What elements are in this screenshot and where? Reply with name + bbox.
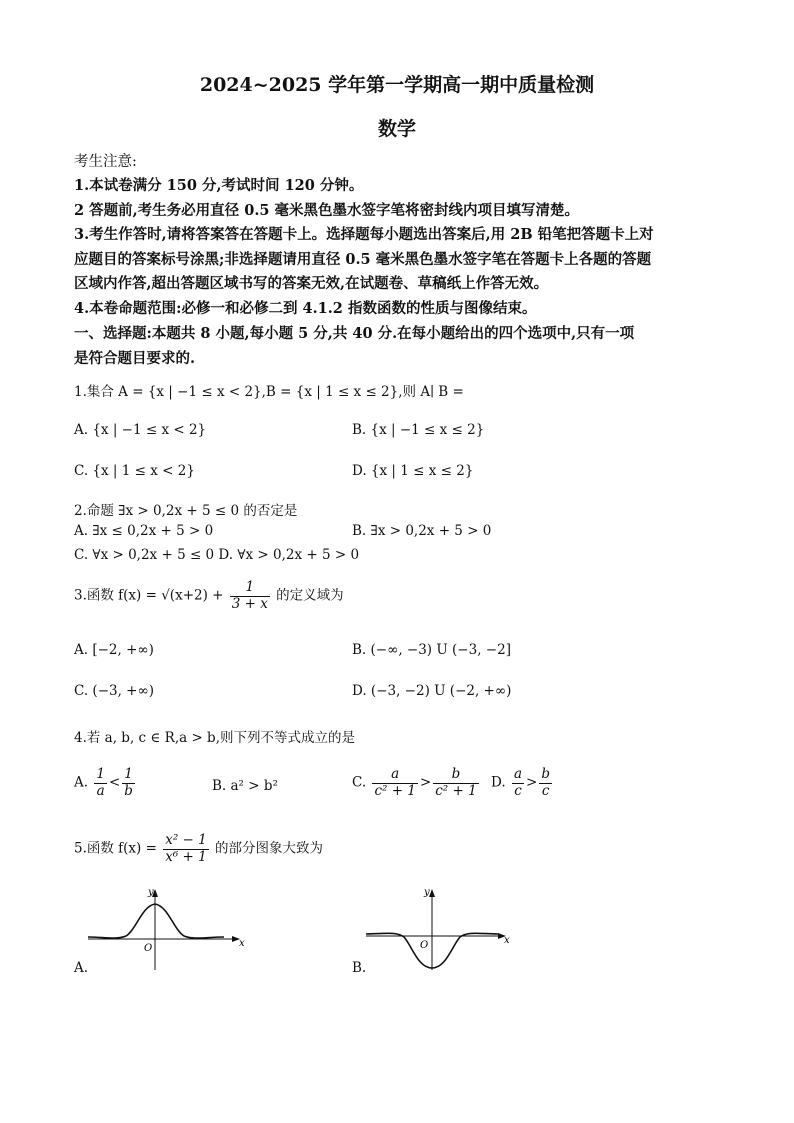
q4-c-operator: >: [419, 774, 432, 791]
q4-c-right-fraction: [433, 767, 478, 799]
q1-option-a: A. {x | −1 ≤ x < 2}: [74, 422, 207, 438]
q4-d-operator: >: [526, 774, 538, 791]
q3-fraction-denominator: 3 + x: [231, 595, 268, 612]
q4-a-left-numerator: 1: [96, 766, 105, 782]
q3-option-c: C. (−3, +∞): [74, 683, 155, 699]
q4-option-b: B. a² > b²: [212, 778, 278, 794]
q4-c-right-numerator: b: [433, 767, 478, 784]
q4-a-right-denominator: b: [124, 782, 133, 799]
q5-fraction: [163, 833, 209, 865]
q5-fraction-denominator: x⁶ + 1: [165, 848, 207, 865]
q4-option-a-label: A.: [74, 774, 89, 791]
q2-stem: 2.命题 ∃x > 0,2x + 5 ≤ 0 的否定是: [74, 503, 298, 519]
q5-graph-a: [84, 884, 254, 976]
q5-fraction-numerator: x² − 1: [165, 832, 207, 848]
q4-d-right-fraction: [539, 767, 552, 799]
q1-stem: 1.集合 A = {x | −1 ≤ x < 2},B = {x | 1 ≤ x ≤ 2},则 A∣ B =: [74, 384, 464, 400]
notice-item-2: 2 答题前,考生务必用直径 0.5 毫米黑色墨水签字笔将密封线内项目填写清楚。: [74, 202, 580, 219]
section-heading-line-1: 一、选择题:本题共 8 小题,每小题 5 分,共 40 分.在每小题给出的四个选项中,只有一项: [74, 325, 635, 342]
q4-d-left-numerator: a: [513, 766, 522, 782]
q5-stem-pre: 5.函数 f(x) =: [74, 840, 157, 857]
notice-item-4: 4.本卷命题范围:必修一和必修二到 4.1.2 指数函数的性质与图像结束。: [74, 300, 537, 317]
subject-title: 数学: [377, 118, 416, 140]
q4-a-right-numerator: 1: [122, 767, 135, 784]
notice-item-3-line-3: 区域内作答,超出答题区域书写的答案无效,在试题卷、草稿纸上作答无效。: [74, 275, 549, 292]
q4-option-a: [74, 767, 137, 799]
q4-d-right-denominator: c: [541, 782, 550, 799]
notice-item-3-line-2: 应题目的答案标号涂黑;非选择题请用直径 0.5 毫米黑色墨水签字笔在答题卡上各题的答题: [74, 251, 652, 268]
notice-item-1: 1.本试卷满分 150 分,考试时间 120 分钟。: [74, 177, 364, 194]
q4-c-left-numerator: a: [372, 767, 417, 784]
q3-option-b: B. (−∞, −3) U (−3, −2]: [352, 642, 511, 658]
q4-a-left-denominator: a: [96, 782, 105, 799]
q2-options-c-d: C. ∀x > 0,2x + 5 ≤ 0 D. ∀x > 0,2x + 5 > 0: [74, 547, 360, 563]
q3-fraction: [230, 580, 270, 612]
q2-option-b: B. ∃x > 0,2x + 5 > 0: [352, 523, 492, 539]
q3-fraction-numerator: 1: [230, 580, 270, 597]
q5-stem-post: 的部分图象大致为: [215, 840, 324, 857]
q4-a-right-fraction: [122, 767, 135, 799]
q3-stem-pre: 3.函数 f(x) = √(x+2) +: [74, 587, 224, 604]
q4-option-c-label: C.: [352, 774, 367, 791]
q4-a-left-fraction: [94, 767, 107, 799]
q1-option-b: B. {x | −1 ≤ x ≤ 2}: [352, 422, 485, 438]
q5-option-a-label: A.: [74, 960, 89, 976]
q5-stem: [74, 833, 323, 865]
q4-d-left-denominator: c: [514, 782, 522, 799]
y-axis-arrow-icon: [429, 889, 435, 897]
graph-a-origin-label: O: [144, 943, 153, 954]
q1-option-d: D. {x | 1 ≤ x ≤ 2}: [352, 463, 474, 479]
notice-item-3-line-1: 3.考生作答时,请将答案答在答题卡上。选择题每小题选出答案后,用 2B 铅笔把答题卡上对: [74, 226, 654, 243]
q2-option-a: A. ∃x ≤ 0,2x + 5 > 0: [74, 523, 214, 539]
notice-heading: 考生注意:: [74, 154, 137, 170]
graph-a-y-label: y: [148, 887, 154, 898]
graph-a-x-label: x: [239, 938, 245, 949]
q3-stem-post: 的定义域为: [276, 587, 344, 604]
q4-d-left-fraction: [512, 767, 524, 799]
q4-c-right-denominator: c² + 1: [435, 782, 477, 799]
q3-option-a: A. [−2, +∞): [74, 642, 154, 658]
q4-d-right-numerator: b: [541, 766, 550, 782]
q4-option-d-label: D.: [491, 774, 506, 791]
q3-option-d: D. (−3, −2) U (−2, +∞): [352, 683, 512, 699]
q4-a-operator: <: [108, 774, 121, 791]
q4-stem: 4.若 a, b, c ∈ R,a > b,则下列不等式成立的是: [74, 730, 355, 746]
graph-b-x-label: x: [504, 935, 510, 946]
graph-a-curve: [88, 904, 224, 938]
q3-stem: [74, 580, 344, 612]
q5-option-b-label: B.: [352, 960, 367, 976]
graph-b-y-label: y: [424, 887, 430, 898]
graph-b-origin-label: O: [420, 940, 429, 951]
q4-c-left-denominator: c² + 1: [374, 782, 416, 799]
q4-option-d: [491, 767, 554, 799]
q5-graph-b: [362, 884, 532, 976]
section-heading-line-2: 是符合题目要求的.: [74, 350, 196, 367]
q4-option-c: [352, 767, 481, 799]
exam-title: 2024~2025 学年第一学期高一期中质量检测: [199, 74, 595, 96]
q1-option-c: C. {x | 1 ≤ x < 2}: [74, 463, 195, 479]
q4-c-left-fraction: [372, 767, 417, 799]
